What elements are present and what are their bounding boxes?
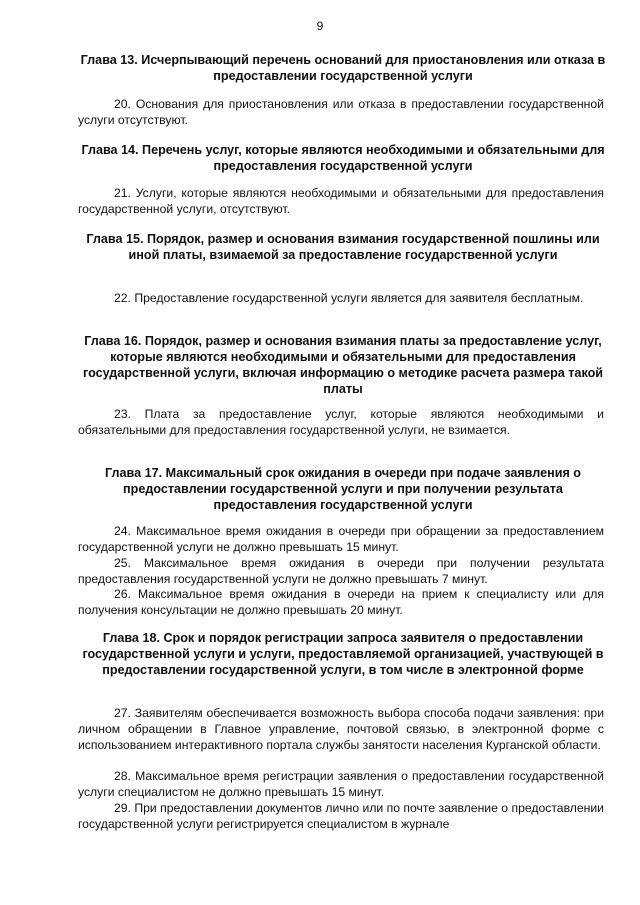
chapter-14-heading: Глава 14. Перечень услуг, которые являются необходимыми и обязательными для предоставления государственной услуги <box>81 143 605 173</box>
chapter-16-heading: Глава 16. Порядок, размер и основания взимания платы за предоставление услуг, которые являются необходимыми и обязательными для предоставления государственной услуги, включая информацию о методике расчета размера такой платы <box>82 334 604 396</box>
paragraph-27: 27. Заявителям обеспечивается возможность выбора способа подачи заявления: при личном обращении в Главное управление, почтовой связью, в электронной форме с использованием интерактивного портала службы занятости населения Курганской области. <box>78 706 604 752</box>
paragraph-23: 23. Плата за предоставление услуг, которые являются необходимыми и обязательными для предоставления государственной услуги, не взимается. <box>78 407 604 437</box>
paragraph-20: 20. Основания для приостановления или отказа в предоставлении государственной услуги отсутствуют. <box>78 97 604 127</box>
chapter-13-heading: Глава 13. Исчерпывающий перечень оснований для приостановления или отказа в предоставлении государственной услуги <box>80 53 606 83</box>
page-number: 9 <box>316 19 324 33</box>
paragraph-29: 29. При предоставлении документов лично или по почте заявление о предоставлении государственной услуги регистрируется специалистом в журнале <box>78 801 604 831</box>
paragraph-24: 24. Максимальное время ожидания в очереди при обращении за предоставлением государственной услуги не должно превышать 15 минут. <box>78 524 604 554</box>
chapter-15-heading: Глава 15. Порядок, размер и основания взимания государственной пошлины или иной платы, взимаемой за предоставление государственной услуги <box>86 232 600 262</box>
paragraph-21: 21. Услуги, которые являются необходимыми и обязательными для предоставления государственной услуги, отсутствуют. <box>78 186 604 216</box>
paragraph-26: 26. Максимальное время ожидания в очереди на прием к специалисту или для получения консультации не должно превышать 20 минут. <box>78 587 604 617</box>
paragraph-28: 28. Максимальное время регистрации заявления о предоставлении государственной услуги специалистом не должно превышать 15 минут. <box>78 769 604 799</box>
paragraph-22: 22. Предоставление государственной услуги является для заявителя бесплатным. <box>114 291 584 305</box>
paragraph-25: 25. Максимальное время ожидания в очереди при получении результата предоставления государственной услуги не должно превышать 7 минут. <box>78 556 604 586</box>
chapter-17-heading: Глава 17. Максимальный срок ожидания в очереди при подаче заявления о предоставлении государственной услуги и при получении результата предоставления государственной услуги <box>104 466 581 512</box>
chapter-18-heading: Глава 18. Срок и порядок регистрации запроса заявителя о предоставлении государственной услуги и услуги, предоставляемой организацией, участвующей в предоставлении государственной услуги, в том числе в электронной форме <box>82 631 604 677</box>
